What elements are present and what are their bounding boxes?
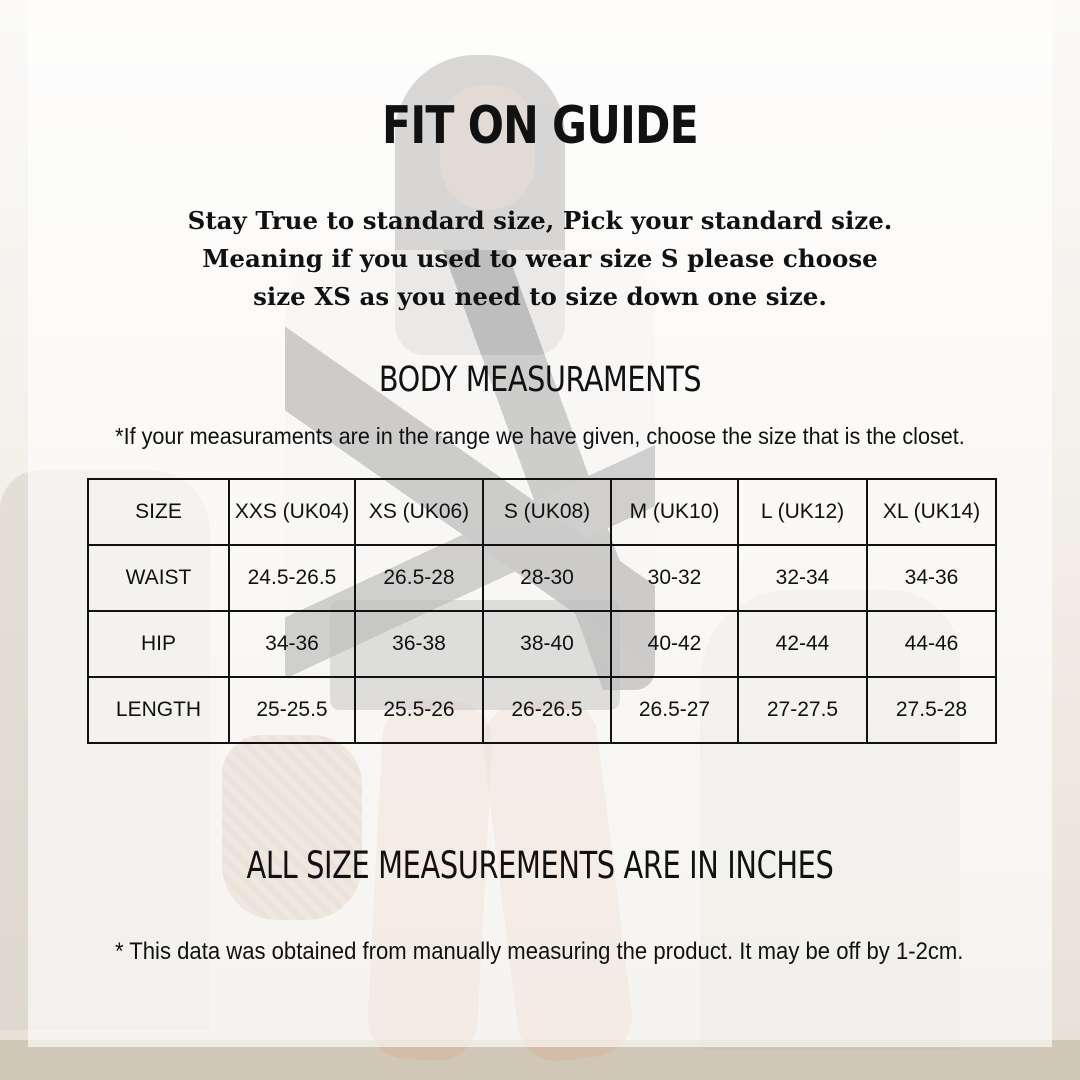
- table-cell: 42-44: [738, 611, 867, 677]
- table-cell: 27-27.5: [738, 677, 867, 743]
- intro-line-1: Stay True to standard size, Pick your standard size.: [187, 206, 893, 235]
- table-header-cell: XL (UK14): [867, 479, 996, 545]
- table-row: [88, 677, 996, 743]
- units-note: ALL SIZE MEASUREMENTS ARE IN INCHES: [246, 844, 834, 887]
- table-cell: 25-25.5: [229, 677, 355, 743]
- section-title: BODY MEASURAMENTS: [378, 360, 702, 400]
- table-header-cell: S (UK08): [483, 479, 611, 545]
- table-header-cell: L (UK12): [738, 479, 867, 545]
- table-cell: 24.5-26.5: [229, 545, 355, 611]
- range-note: *If your measuraments are in the range we have given, choose the size that is the closet.: [115, 423, 965, 449]
- table-header-cell: M (UK10): [611, 479, 738, 545]
- table-header-cell: XS (UK06): [355, 479, 483, 545]
- table-header-cell: XXS (UK04): [229, 479, 355, 545]
- table-cell: 34-36: [867, 545, 996, 611]
- table-row-label: LENGTH: [88, 677, 229, 743]
- table-cell: 32-34: [738, 545, 867, 611]
- table-cell: 28-30: [483, 545, 611, 611]
- table-cell: 44-46: [867, 611, 996, 677]
- table-cell: 36-38: [355, 611, 483, 677]
- footnote: * This data was obtained from manually measuring the product. It may be off by 1-2cm.: [114, 938, 964, 965]
- intro-text: [0, 202, 1080, 316]
- table-header-cell: SIZE: [88, 479, 229, 545]
- intro-line-2: Meaning if you used to wear size S please choose: [202, 244, 878, 273]
- table-cell: 27.5-28: [867, 677, 996, 743]
- page-title: FIT ON GUIDE: [382, 96, 698, 156]
- table-cell: 26-26.5: [483, 677, 611, 743]
- table-cell: 26.5-27: [611, 677, 738, 743]
- table-row: [88, 545, 996, 611]
- table-row: [88, 611, 996, 677]
- table-cell: 40-42: [611, 611, 738, 677]
- table-header-row: [88, 479, 996, 545]
- table-cell: 25.5-26: [355, 677, 483, 743]
- intro-line-3: size XS as you need to size down one size.: [253, 282, 827, 311]
- table-cell: 38-40: [483, 611, 611, 677]
- table-cell: 26.5-28: [355, 545, 483, 611]
- table-row-label: HIP: [88, 611, 229, 677]
- table-cell: 30-32: [611, 545, 738, 611]
- size-table: [87, 478, 997, 744]
- table-row-label: WAIST: [88, 545, 229, 611]
- table-cell: 34-36: [229, 611, 355, 677]
